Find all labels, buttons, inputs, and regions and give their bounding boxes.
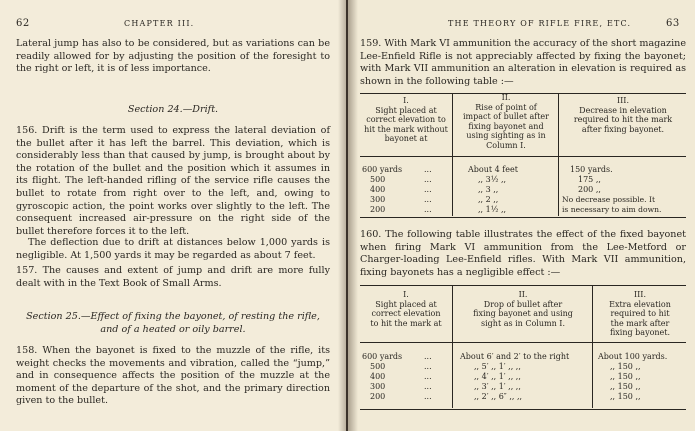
table2-col1-header bbox=[360, 290, 452, 328]
table1-col1-line: correct elevation to bbox=[366, 115, 446, 124]
section-25-heading-line1: Section 25.—Effect of fixing the bayonet, of resting the rifle, bbox=[26, 311, 320, 322]
table1-col2-header bbox=[454, 93, 558, 150]
paragraph-158: 158. When the bayonet is fixed to the muzzle of the rifle, its weight checks the movements and vibration, called the “jump,” and in consequence affects the position of the muzzle at the moment of the departure of the shot, and the primary direction given to the bullet. bbox=[16, 345, 330, 407]
table1-row3-dots: ... bbox=[424, 185, 432, 194]
table1-col1-line: Sight placed at bbox=[375, 105, 437, 115]
table2-col2-line: sight as in Column I. bbox=[481, 318, 565, 328]
table1-row4-rise: ,, 2 ,, bbox=[478, 195, 499, 204]
table2-row2-extra: ,, 150 ,, bbox=[610, 362, 641, 371]
table1-col2-line: using sighting as in bbox=[466, 131, 546, 140]
table1-col3-line: required to hit the mark bbox=[573, 115, 673, 124]
table2-row3-dots: ... bbox=[424, 372, 432, 381]
table1-col2-line: Column I. bbox=[486, 140, 526, 150]
table2-col2-line: fixing bayonet and using bbox=[473, 309, 573, 318]
table1-col3-line: Decrease in elevation bbox=[579, 105, 667, 115]
book-gutter bbox=[338, 0, 358, 431]
table2-col2-number: II. bbox=[518, 290, 528, 299]
table2-col3-line: the mark after bbox=[610, 318, 670, 328]
table2-row3-range: 400 bbox=[370, 372, 386, 381]
table2-header-rule bbox=[360, 342, 686, 343]
table2-col3-number: III. bbox=[633, 290, 647, 299]
table1-row4-range: 300 bbox=[370, 195, 386, 204]
table1-col2-line: Rise of point of bbox=[475, 102, 537, 112]
table2-row1-range: 600 yards bbox=[362, 352, 403, 361]
table1-row4-decrease: No decrease possible. It bbox=[562, 195, 656, 204]
table2-row1-extra: About 100 yards. bbox=[598, 352, 668, 361]
table1-bottom-rule bbox=[360, 217, 686, 218]
table2-col1-line: to hit the mark at bbox=[370, 318, 442, 328]
table1-row2-rise: ,, 3½ ,, bbox=[478, 175, 507, 184]
table2-row3-extra: ,, 150 ,, bbox=[610, 372, 641, 381]
table2-col3-header bbox=[594, 290, 686, 338]
table1-row1-decrease: 150 yards. bbox=[570, 165, 613, 174]
table2-row2-dots: ... bbox=[424, 362, 432, 371]
table2-col3-line: fixing bayonet. bbox=[609, 328, 671, 337]
table1-col2-number: II. bbox=[501, 93, 511, 102]
running-head-left: CHAPTER III. bbox=[124, 19, 195, 28]
table1-row2-dots: ... bbox=[424, 175, 432, 184]
table1-row3-range: 400 bbox=[370, 185, 386, 194]
table1-row3-decrease: 200 ,, bbox=[578, 185, 601, 194]
table2-row2-drop: ,, 5′ ,, 1′ ,, ,, bbox=[474, 362, 521, 371]
table2-bottom-rule bbox=[360, 409, 686, 410]
table1-row4-dots: ... bbox=[424, 195, 432, 204]
page-number-right: 63 bbox=[666, 18, 680, 29]
table1-row5-decrease: is necessary to aim down. bbox=[562, 205, 662, 214]
page-number-left: 62 bbox=[16, 18, 30, 29]
paragraph-159: 159. With Mark VI ammunition the accuracy of the short magazine Lee-Enfield Rifle is not appreciably affected by fixing the bayonet; with Mark VII ammunition an alteration in elevation is required as shown in the following table :— bbox=[360, 38, 686, 87]
table1-col1-line: bayonet at bbox=[384, 134, 428, 143]
table1-col2-line: fixing bayonet and bbox=[468, 121, 544, 131]
table1-col3-number: III. bbox=[616, 96, 630, 105]
table2-row4-drop: ,, 3′ ,, 1′ ,, ,, bbox=[474, 382, 521, 391]
table2-col-divider-1 bbox=[452, 286, 453, 408]
table2-row1-dots: ... bbox=[424, 352, 432, 361]
table1-col2-line: impact of bullet after bbox=[463, 112, 549, 121]
table2-row5-drop: ,, 2′ ,, 6″ ,, ,, bbox=[474, 392, 523, 401]
table2-col1-number: I. bbox=[403, 290, 409, 299]
table2-row5-range: 200 bbox=[370, 392, 386, 401]
table1-col3-line: after fixing bayonet. bbox=[581, 124, 665, 134]
table1-header-rule bbox=[360, 156, 686, 157]
table2-col3-line: Extra elevation bbox=[609, 299, 671, 309]
paragraph-160: 160. The following table illustrates the effect of the fixed bayonet when firing Mark VI ammunition from the Lee-Metford or Charger-loading Lee-Enfield rifles. With Mark VII ammunition, fixing bayonets has a negligible effect :— bbox=[360, 229, 686, 278]
left-page bbox=[0, 0, 346, 431]
section-24-heading: Section 24.—Drift. bbox=[127, 104, 219, 115]
table2-row4-extra: ,, 150 ,, bbox=[610, 382, 641, 391]
table1-col1-header bbox=[360, 96, 452, 144]
table1-row5-rise: ,, 1½ ,, bbox=[478, 205, 507, 214]
table1-row1-dots: ... bbox=[424, 165, 432, 174]
table2-row5-dots: ... bbox=[424, 392, 432, 401]
table2-top-rule bbox=[360, 285, 686, 286]
table1-col1-line: hit the mark without bbox=[364, 124, 448, 134]
paragraph-deflection: The deflection due to drift at distances below 1,000 yards is negligible. At 1,500 yards it may be regarded as about 7 feet. bbox=[16, 237, 330, 261]
table2-col3-line: required to hit bbox=[610, 309, 670, 318]
running-head-right: THE THEORY OF RIFLE FIRE, ETC. bbox=[448, 19, 632, 28]
paragraph-lateral-jump: Lateral jump has also to be considered, but as variations can be readily allowed for by adjusting the position of the foresight to the right or left, it is of less importance. bbox=[16, 38, 330, 75]
table1-row2-range: 500 bbox=[370, 175, 386, 184]
table1-row3-rise: ,, 3 ,, bbox=[478, 185, 499, 194]
table2-col2-header bbox=[454, 290, 592, 328]
table1-row1-range: 600 yards bbox=[362, 165, 403, 174]
table2-row3-drop: ,, 4′ ,, 1′ ,, ,, bbox=[474, 372, 521, 381]
table2-col1-line: Sight placed at bbox=[375, 299, 437, 309]
table2-row2-range: 500 bbox=[370, 362, 386, 371]
table2-row5-extra: ,, 150 ,, bbox=[610, 392, 641, 401]
paragraph-156: 156. Drift is the term used to express the lateral deviation of the bullet after it has left the barrel. This deviation, which is considerably less than that caused by jump, is brought about by the rotation of the bullet and the position which it assumes in its flight. The left-handed rifling of the service rifle causes the bullet to rotate from right over to the left, and, owing to gyroscopic action, the point works over slightly to the left. The consequent increased air-pressure on the right side of the bullet therefore forces it to the left. bbox=[16, 125, 330, 237]
table2-row1-drop: About 6′ and 2′ to the right bbox=[460, 352, 570, 361]
table1-col3-header bbox=[560, 96, 686, 134]
paragraph-157: 157. The causes and extent of jump and drift are more fully dealt with in the Text Book of Small Arms. bbox=[16, 265, 330, 289]
table1-col1-number: I. bbox=[403, 96, 409, 105]
table2-row4-dots: ... bbox=[424, 382, 432, 391]
table1-row1-rise: About 4 feet bbox=[468, 165, 518, 174]
table2-col2-line: Drop of bullet after bbox=[483, 299, 563, 309]
section-25-heading-line2: and of a heated or oily barrel. bbox=[100, 324, 246, 335]
table1-col-divider-2 bbox=[558, 94, 559, 216]
table2-col1-line: correct elevation bbox=[371, 309, 441, 318]
table2-col-divider-2 bbox=[592, 286, 593, 408]
table1-row5-dots: ... bbox=[424, 205, 432, 214]
table1-row5-range: 200 bbox=[370, 205, 386, 214]
right-page bbox=[348, 0, 695, 431]
table1-col-divider-1 bbox=[452, 94, 453, 216]
table1-row2-decrease: 175 ,, bbox=[578, 175, 601, 184]
table2-row4-range: 300 bbox=[370, 382, 386, 391]
